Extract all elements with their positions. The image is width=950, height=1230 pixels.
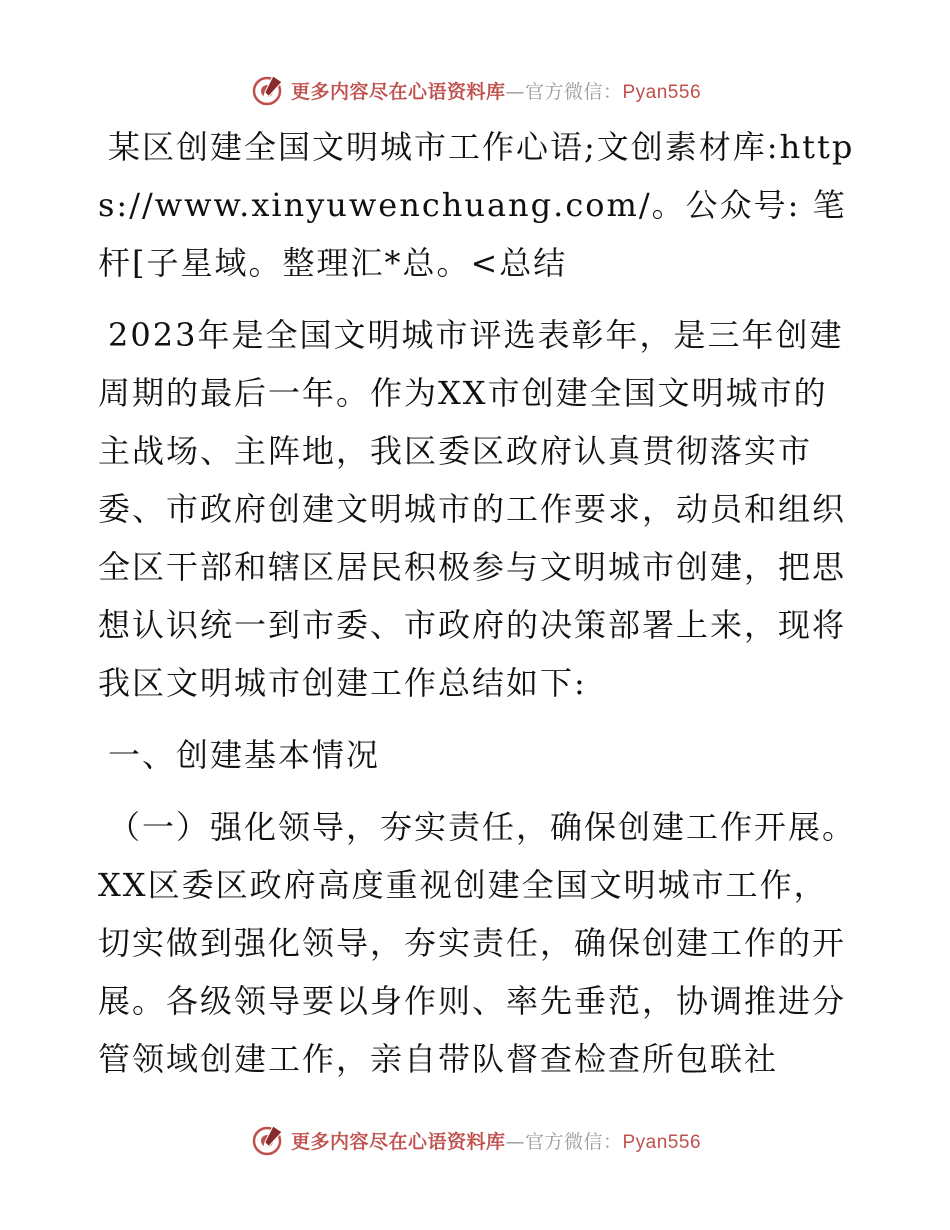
intro-paragraph: 2023年是全国文明城市评选表彰年，是三年创建周期的最后一年。作为XX市创建全国文明城市的主战场、主阵地，我区委区政府认真贯彻落实市委、市政府创建文明城市的工作要求，动员和组织全区干部和辖区居民积极参与文明城市创建，把思想认识统一到市委、市政府的决策部署上来，现将我区文明城市创建工作总结如下: xyxy=(98,316,847,702)
banner-title: 更多内容尽在心语资料库 xyxy=(290,1130,506,1153)
banner-dash: — xyxy=(505,80,525,103)
banner-official-label: 官方微信： xyxy=(524,80,623,103)
header-banner-inner xyxy=(249,72,701,108)
banner-text-group xyxy=(291,77,701,104)
banner-wechat-id: Pyan556 xyxy=(622,1131,702,1153)
pen-circle-logo-icon xyxy=(249,1122,285,1158)
footer-banner xyxy=(0,1120,950,1160)
title-paragraph: 某区创建全国文明城市工作心语;文创素材库:https://www.xinyuwenchuang.com/。公众号: 笔杆[子星域。整理汇*总。<总结 xyxy=(98,128,855,282)
banner-official-label: 官方微信： xyxy=(524,1130,623,1153)
banner-title: 更多内容尽在心语资料库 xyxy=(290,80,506,103)
banner-wechat-id: Pyan556 xyxy=(622,81,702,103)
document-body xyxy=(98,118,858,1102)
section-heading: 一、创建基本情况 xyxy=(108,736,381,774)
banner-dash: — xyxy=(505,1130,525,1153)
subsection-paragraph: （一）强化领导，夯实责任，确保创建工作开展。XX区委区政府高度重视创建全国文明城市工作，切实做到强化领导，夯实责任，确保创建工作的开展。各级领导要以身作则、率先垂范，协调推进分管领域创建工作，亲自带队督查检查所包联社 xyxy=(98,808,857,1078)
footer-banner-inner xyxy=(249,1122,701,1158)
header-banner xyxy=(0,70,950,110)
banner-text-group xyxy=(291,1127,701,1154)
pen-circle-logo-icon xyxy=(249,72,285,108)
